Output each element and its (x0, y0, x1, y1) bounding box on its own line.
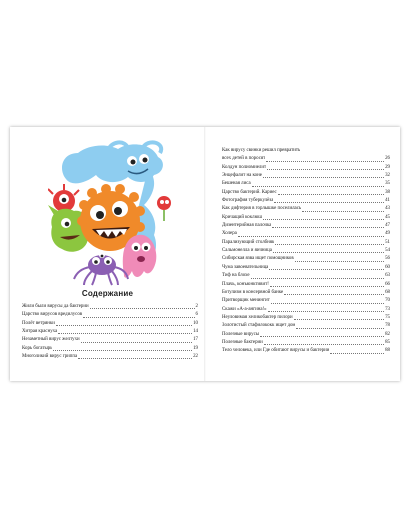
toc-entry-title: Многоликий вирус гриппа (22, 354, 78, 360)
toc-entry-page-number: 68 (385, 289, 390, 295)
toc-leader-dots (268, 311, 384, 312)
toc-entry-page-number: 49 (385, 231, 390, 237)
toc-entry-title: Скажи «А-а-ангина!» (222, 306, 267, 312)
toc-entry-page-number: 78 (385, 323, 390, 329)
toc-entry-title: Тело человека, или Где обитают вирусы и бактерии (222, 348, 330, 354)
toc-entry-page-number: 38 (385, 189, 390, 195)
left-toc-list (22, 303, 198, 361)
toc-entry-page-number: 22 (193, 354, 198, 360)
purple-spider-monster (74, 252, 128, 285)
toc-leader-dots (264, 344, 384, 345)
toc-entry-page-number: 6 (195, 312, 198, 318)
toc-entry-page-number: 63 (385, 273, 390, 279)
toc-entry[interactable] (222, 255, 390, 263)
toc-entry-page-number: 29 (385, 164, 390, 170)
toc-entry-title: Полёт ветрянки (22, 320, 55, 326)
toc-entry-title: Ботулизм в консервной банке (222, 289, 284, 295)
toc-entry[interactable] (222, 189, 390, 197)
toc-leader-dots (267, 169, 384, 170)
toc-entry[interactable] (222, 322, 390, 330)
toc-leader-dots (252, 186, 384, 187)
toc-entry[interactable] (222, 297, 390, 305)
toc-entry-page-number: 41 (385, 198, 390, 204)
toc-entry-page-number: 47 (385, 223, 390, 229)
toc-entry[interactable] (222, 289, 390, 297)
toc-entry[interactable] (22, 345, 198, 353)
toc-leader-dots (273, 252, 384, 253)
toc-entry[interactable] (222, 264, 390, 272)
left-page (10, 127, 205, 381)
toc-entry-title: Царство бактерий. Кариес (222, 189, 277, 195)
book-spread (10, 127, 400, 381)
toc-leader-dots (263, 219, 384, 220)
toc-entry-page-number: 75 (385, 314, 390, 320)
toc-leader-dots (81, 342, 192, 343)
toc-entry[interactable] (22, 311, 198, 319)
toc-entry-page-number: 45 (385, 214, 390, 220)
toc-entry-page-number: 17 (193, 337, 198, 343)
toc-leader-dots (274, 202, 384, 203)
toc-entry-page-number: 85 (385, 339, 390, 345)
toc-entry-title: Тиф на блохе (222, 273, 250, 279)
toc-leader-dots (272, 227, 384, 228)
toc-entry[interactable] (222, 331, 390, 339)
toc-entry-title: Как вирусу свинки решил превратить (222, 148, 301, 153)
toc-entry-page-number: 51 (385, 239, 390, 245)
toc-entry-page-number: 56 (385, 256, 390, 262)
toc-entry-title: Жили были вирусы да бактерии (22, 304, 89, 309)
toc-leader-dots (78, 358, 192, 359)
contents-heading: Содержание (81, 289, 134, 298)
toc-leader-dots (266, 161, 384, 162)
toc-entry-title: Незаметный вирус желтухи (22, 337, 80, 343)
toc-entry[interactable] (222, 230, 390, 238)
toc-leader-dots (260, 336, 384, 337)
toc-leader-dots (284, 294, 384, 295)
toc-entry-title: Холера (222, 231, 237, 237)
toc-entry-title: Полезные бактерии (222, 339, 263, 345)
toc-entry-title: Плачь, конъюнктивит! (222, 281, 269, 287)
right-page (205, 127, 400, 381)
toc-entry-title: Дизентерийная палочка (222, 223, 272, 229)
toc-entry-page-number: 73 (385, 306, 390, 312)
toc-leader-dots (269, 269, 384, 270)
toc-entry-title: Фотография туберкулёза (222, 198, 274, 204)
toc-entry-title: Полезные вирусы (222, 331, 260, 337)
toc-entry-title: всех детей в поросят (222, 156, 266, 162)
toc-entry-page-number: 14 (193, 329, 198, 335)
toc-leader-dots (53, 350, 192, 351)
toc-leader-dots (90, 308, 195, 309)
toc-entry-page-number: 19 (193, 345, 198, 351)
toc-entry[interactable] (22, 303, 198, 311)
toc-entry[interactable] (222, 172, 390, 180)
toc-entry[interactable] (222, 164, 390, 172)
toc-leader-dots (263, 177, 384, 178)
toc-entry-title: Сальмонелла и яичница (222, 248, 272, 254)
toc-leader-dots (56, 325, 192, 326)
toc-entry-title: Кричащий коклюш (222, 214, 262, 220)
toc-entry[interactable] (222, 180, 390, 188)
toc-entry[interactable] (222, 222, 390, 230)
toc-entry[interactable] (22, 320, 198, 328)
toc-entry[interactable] (222, 339, 390, 347)
toc-leader-dots (238, 236, 384, 237)
toc-leader-dots (295, 261, 384, 262)
toc-entry[interactable] (222, 314, 390, 322)
toc-entry-title: Золотистый стафилококк ищет дом (222, 323, 296, 329)
toc-entry-title: Как дифтерия в горлышке поселилась (222, 206, 302, 212)
toc-entry-title: Колдун полиомиелит (222, 164, 267, 170)
toc-entry[interactable] (222, 347, 390, 355)
toc-entry[interactable] (222, 272, 390, 280)
toc-entry-page-number: 70 (385, 298, 390, 304)
toc-entry-first-line (222, 147, 390, 155)
toc-entry-title: Бешеная лиса (222, 181, 251, 187)
toc-leader-dots (296, 328, 384, 329)
toc-entry-title: Царство вирусов вредилусов (22, 312, 83, 318)
toc-entry[interactable] (222, 306, 390, 314)
toc-entry[interactable] (22, 353, 198, 361)
toc-entry[interactable] (22, 328, 198, 336)
toc-entry-title: Парализующий столбняк (222, 239, 275, 245)
toc-entry-page-number: 82 (385, 331, 390, 337)
toc-leader-dots (330, 353, 384, 354)
toc-entry-title: Чума завоевательница (222, 264, 269, 270)
toc-leader-dots (271, 303, 384, 304)
toc-leader-dots (302, 211, 384, 212)
toc-entry[interactable] (222, 205, 390, 213)
toc-entry[interactable] (222, 197, 390, 205)
toc-entry-page-number: 88 (385, 348, 390, 354)
toc-entry-page-number: 2 (195, 304, 198, 309)
toc-entry-page-number: 35 (385, 181, 390, 187)
toc-entry-page-number: 10 (193, 320, 198, 326)
toc-entry-page-number: 54 (385, 248, 390, 254)
toc-entry-title: Неуловимая хеликобактер пилори (222, 314, 293, 320)
toc-leader-dots (270, 286, 384, 287)
toc-entry-page-number: 32 (385, 173, 390, 179)
toc-leader-dots (83, 317, 194, 318)
right-toc-list (222, 147, 390, 356)
toc-entry-title: Сибирская язва ищет помощников (222, 256, 294, 262)
toc-entry[interactable] (22, 336, 198, 344)
toc-entry[interactable] (222, 239, 390, 247)
toc-entry-title: Энцефалит на коне (222, 173, 262, 179)
toc-leader-dots (294, 319, 385, 320)
toc-entry-title: Корь богатырь (22, 345, 53, 351)
cartoon-microbes-illustration (48, 139, 178, 287)
toc-leader-dots (58, 333, 192, 334)
toc-leader-dots (278, 194, 384, 195)
toc-entry-title: Хитрая краснуха (22, 329, 58, 335)
toc-entry[interactable] (222, 247, 390, 255)
toc-entry-page-number: 43 (385, 206, 390, 212)
toc-entry-title: Притворщик менингит (222, 298, 270, 304)
toc-entry-page-number: 60 (385, 264, 390, 270)
toc-leader-dots (275, 244, 384, 245)
small-red-virus-monster (157, 196, 171, 221)
toc-entry[interactable] (222, 155, 390, 163)
toc-entry[interactable] (222, 281, 390, 289)
toc-leader-dots (251, 278, 385, 279)
toc-entry-page-number: 66 (385, 281, 390, 287)
toc-entry[interactable] (222, 214, 390, 222)
toc-entry-page-number: 26 (385, 156, 390, 162)
